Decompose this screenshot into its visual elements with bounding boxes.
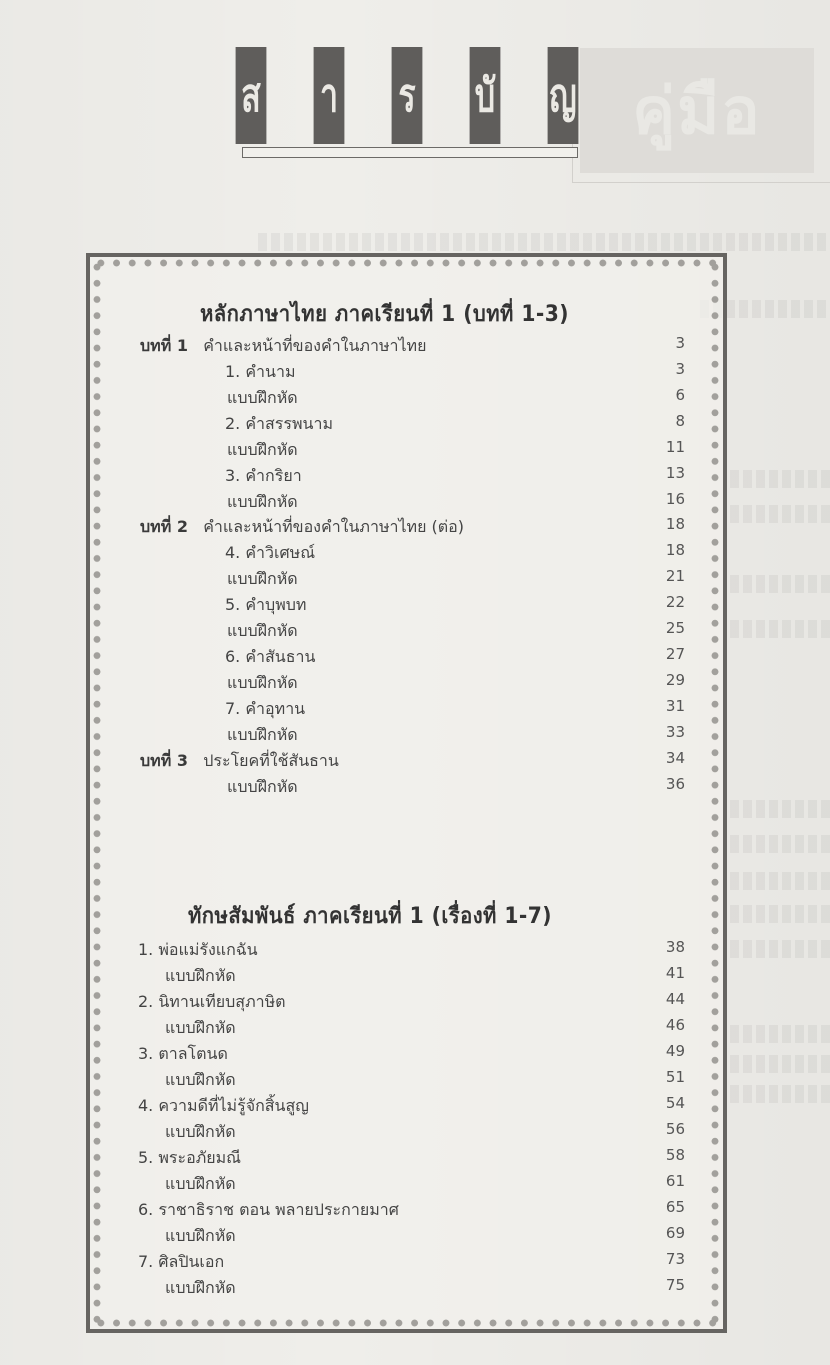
- page-number: 22: [665, 593, 685, 611]
- page-number: 44: [665, 990, 685, 1008]
- title-letter: ญ: [548, 47, 579, 144]
- toc-entry-label: [225, 464, 302, 489]
- toc-entry: [0, 515, 830, 541]
- section-heading-language-skills: ทักษสัมพันธ์ ภาคเรียนที่ 1 (เรื่องที่ 1-7): [188, 904, 553, 929]
- toc-entry-label: [227, 775, 298, 800]
- page-title: [229, 47, 585, 144]
- page-number: 6: [675, 386, 685, 404]
- toc-entry-label: [225, 593, 306, 618]
- toc-entry: [0, 490, 830, 516]
- chapter-prefix: บทที่ 1: [140, 336, 188, 355]
- page-number: 56: [665, 1120, 685, 1138]
- entry-title: แบบฝึกหัด: [227, 725, 298, 744]
- entry-title: 4. คำวิเศษณ์: [225, 543, 316, 562]
- entry-title: คำและหน้าที่ของคำในภาษาไทย (ต่อ): [203, 517, 465, 536]
- entry-title: แบบฝึกหัด: [165, 1122, 236, 1141]
- toc-entry-label: [138, 1146, 241, 1171]
- toc-entry: [0, 438, 830, 464]
- toc-entry-label: [225, 645, 315, 670]
- toc-entry: [0, 1016, 830, 1042]
- title-letter: บั: [470, 47, 501, 144]
- toc-entry-label: [138, 1042, 228, 1067]
- page-number: 8: [675, 412, 685, 430]
- entry-title: 6. ราชาธิราช ตอน พลายประกายมาศ: [138, 1200, 399, 1219]
- entry-title: 2. คำสรรพนาม: [225, 414, 334, 433]
- entry-title: 1. คำนาม: [225, 362, 296, 381]
- entry-title: แบบฝึกหัด: [227, 621, 298, 640]
- toc-entry-label: [227, 438, 298, 463]
- toc-entry-label: [227, 567, 298, 592]
- page-number: 18: [665, 541, 685, 559]
- entry-title: 5. คำบุพบท: [225, 595, 307, 614]
- title-letter: ร: [392, 47, 423, 144]
- page-number: 34: [665, 749, 685, 767]
- page-number: 13: [665, 464, 685, 482]
- toc-entry: [0, 775, 830, 801]
- entry-title: คำและหน้าที่ของคำในภาษาไทย: [203, 336, 427, 355]
- toc-entry: [0, 619, 830, 645]
- toc-entry-label: [227, 671, 298, 696]
- toc-entry-label: [140, 749, 339, 774]
- page-number: 49: [665, 1042, 685, 1060]
- entry-title: 4. ความดีที่ไม่รู้จักสิ้นสูญ: [138, 1096, 309, 1115]
- toc-entry: [0, 593, 830, 619]
- page-number: 27: [665, 645, 685, 663]
- toc-entry-label: [138, 990, 286, 1015]
- toc-entry-label: [140, 515, 464, 540]
- entry-title: 1. พ่อแม่รังแกฉัน: [138, 940, 258, 959]
- dotted-border-bottom: [93, 1319, 718, 1327]
- page-number: 31: [665, 697, 685, 715]
- toc-entry-label: [165, 1172, 236, 1197]
- toc-entry-label: [165, 964, 236, 989]
- page-number: 41: [665, 964, 685, 982]
- toc-entry-label: [225, 360, 296, 385]
- page-number: 58: [665, 1146, 685, 1164]
- entry-title: 5. พระอภัยมณี: [138, 1148, 242, 1167]
- toc-entry: [0, 1146, 830, 1172]
- toc-entry: [0, 412, 830, 438]
- toc-entry: [0, 671, 830, 697]
- toc-entry: [0, 360, 830, 386]
- chapter-prefix: บทที่ 3: [140, 751, 188, 770]
- toc-entry-label: [165, 1120, 236, 1145]
- page-number: 51: [665, 1068, 685, 1086]
- entry-title: 3. ตาลโตนด: [138, 1044, 228, 1063]
- page-number: 21: [665, 567, 685, 585]
- toc-entry-label: [225, 541, 315, 566]
- entry-title: แบบฝึกหัด: [227, 569, 298, 588]
- spacer: [188, 336, 203, 355]
- page-number: 3: [675, 334, 685, 352]
- entry-title: แบบฝึกหัด: [165, 1174, 236, 1193]
- page-number: 3: [675, 360, 685, 378]
- toc-entry: [0, 1172, 830, 1198]
- toc-entry: [0, 464, 830, 490]
- toc-entry-label: [227, 386, 298, 411]
- toc-entry: [0, 697, 830, 723]
- toc-entry: [0, 938, 830, 964]
- toc-entry-label: [140, 334, 426, 359]
- toc-entry: [0, 567, 830, 593]
- toc-entry-label: [227, 619, 298, 644]
- dotted-border-top: [93, 259, 718, 267]
- entry-title: แบบฝึกหัด: [227, 388, 298, 407]
- page-number: 75: [665, 1276, 685, 1294]
- entry-title: แบบฝึกหัด: [165, 1226, 236, 1245]
- spacer: [188, 751, 203, 770]
- toc-entry-label: [165, 1276, 236, 1301]
- toc-entry: [0, 1198, 830, 1224]
- entry-title: แบบฝึกหัด: [165, 1018, 236, 1037]
- page-number: 46: [665, 1016, 685, 1034]
- page-number: 61: [665, 1172, 685, 1190]
- toc-entry: [0, 1224, 830, 1250]
- spacer: [188, 517, 203, 536]
- toc-entry-label: [138, 938, 258, 963]
- page-number: 16: [665, 490, 685, 508]
- page-number: 29: [665, 671, 685, 689]
- toc-entry: [0, 386, 830, 412]
- page-number: 25: [665, 619, 685, 637]
- title-letter: า: [314, 47, 345, 144]
- page-number: 69: [665, 1224, 685, 1242]
- toc-entry: [0, 723, 830, 749]
- toc-entry: [0, 334, 830, 360]
- toc-entry-label: [227, 723, 298, 748]
- title-letter: ส: [236, 47, 267, 144]
- toc-entry-label: [138, 1198, 399, 1223]
- toc-entry: [0, 1094, 830, 1120]
- toc-entry: [0, 645, 830, 671]
- toc-entry-label: [138, 1094, 309, 1119]
- page-number: 11: [665, 438, 685, 456]
- entry-title: 6. คำสันธาน: [225, 647, 316, 666]
- page-number: 54: [665, 1094, 685, 1112]
- page-number: 65: [665, 1198, 685, 1216]
- chapter-prefix: บทที่ 2: [140, 517, 188, 536]
- toc-entry-label: [225, 412, 333, 437]
- toc-entry: [0, 749, 830, 775]
- toc-entry-label: [165, 1016, 236, 1041]
- entry-title: แบบฝึกหัด: [165, 1070, 236, 1089]
- toc-entry: [0, 990, 830, 1016]
- title-underline-bar: [242, 147, 578, 158]
- toc-entry-label: [165, 1224, 236, 1249]
- entry-title: แบบฝึกหัด: [165, 966, 236, 985]
- entry-title: แบบฝึกหัด: [227, 492, 298, 511]
- entry-title: 7. คำอุทาน: [225, 699, 306, 718]
- ghost-title: คู่มือ: [580, 48, 814, 173]
- entry-title: ประโยคที่ใช้สันธาน: [203, 751, 339, 770]
- entry-title: แบบฝึกหัด: [227, 673, 298, 692]
- entry-title: 3. คำกริยา: [225, 466, 302, 485]
- toc-entry: [0, 1042, 830, 1068]
- entry-title: แบบฝึกหัด: [227, 440, 298, 459]
- entry-title: 2. นิทานเทียบสุภาษิต: [138, 992, 286, 1011]
- toc-entry-label: [138, 1250, 224, 1275]
- toc-entry-label: [165, 1068, 236, 1093]
- entry-title: แบบฝึกหัด: [165, 1278, 236, 1297]
- toc-entry: [0, 1250, 830, 1276]
- toc-entry-label: [227, 490, 298, 515]
- page-number: 33: [665, 723, 685, 741]
- toc-entry: [0, 1276, 830, 1302]
- entry-title: 7. ศิลปินเอก: [138, 1252, 225, 1271]
- page-number: 38: [665, 938, 685, 956]
- page-number: 73: [665, 1250, 685, 1268]
- toc-entry: [0, 964, 830, 990]
- toc-entry: [0, 1120, 830, 1146]
- toc-entry: [0, 541, 830, 567]
- entry-title: แบบฝึกหัด: [227, 777, 298, 796]
- toc-entry: [0, 1068, 830, 1094]
- page-number: 36: [665, 775, 685, 793]
- page-number: 18: [665, 515, 685, 533]
- section-heading-thai-grammar: หลักภาษาไทย ภาคเรียนที่ 1 (บทที่ 1-3): [200, 302, 570, 327]
- toc-entry-label: [225, 697, 305, 722]
